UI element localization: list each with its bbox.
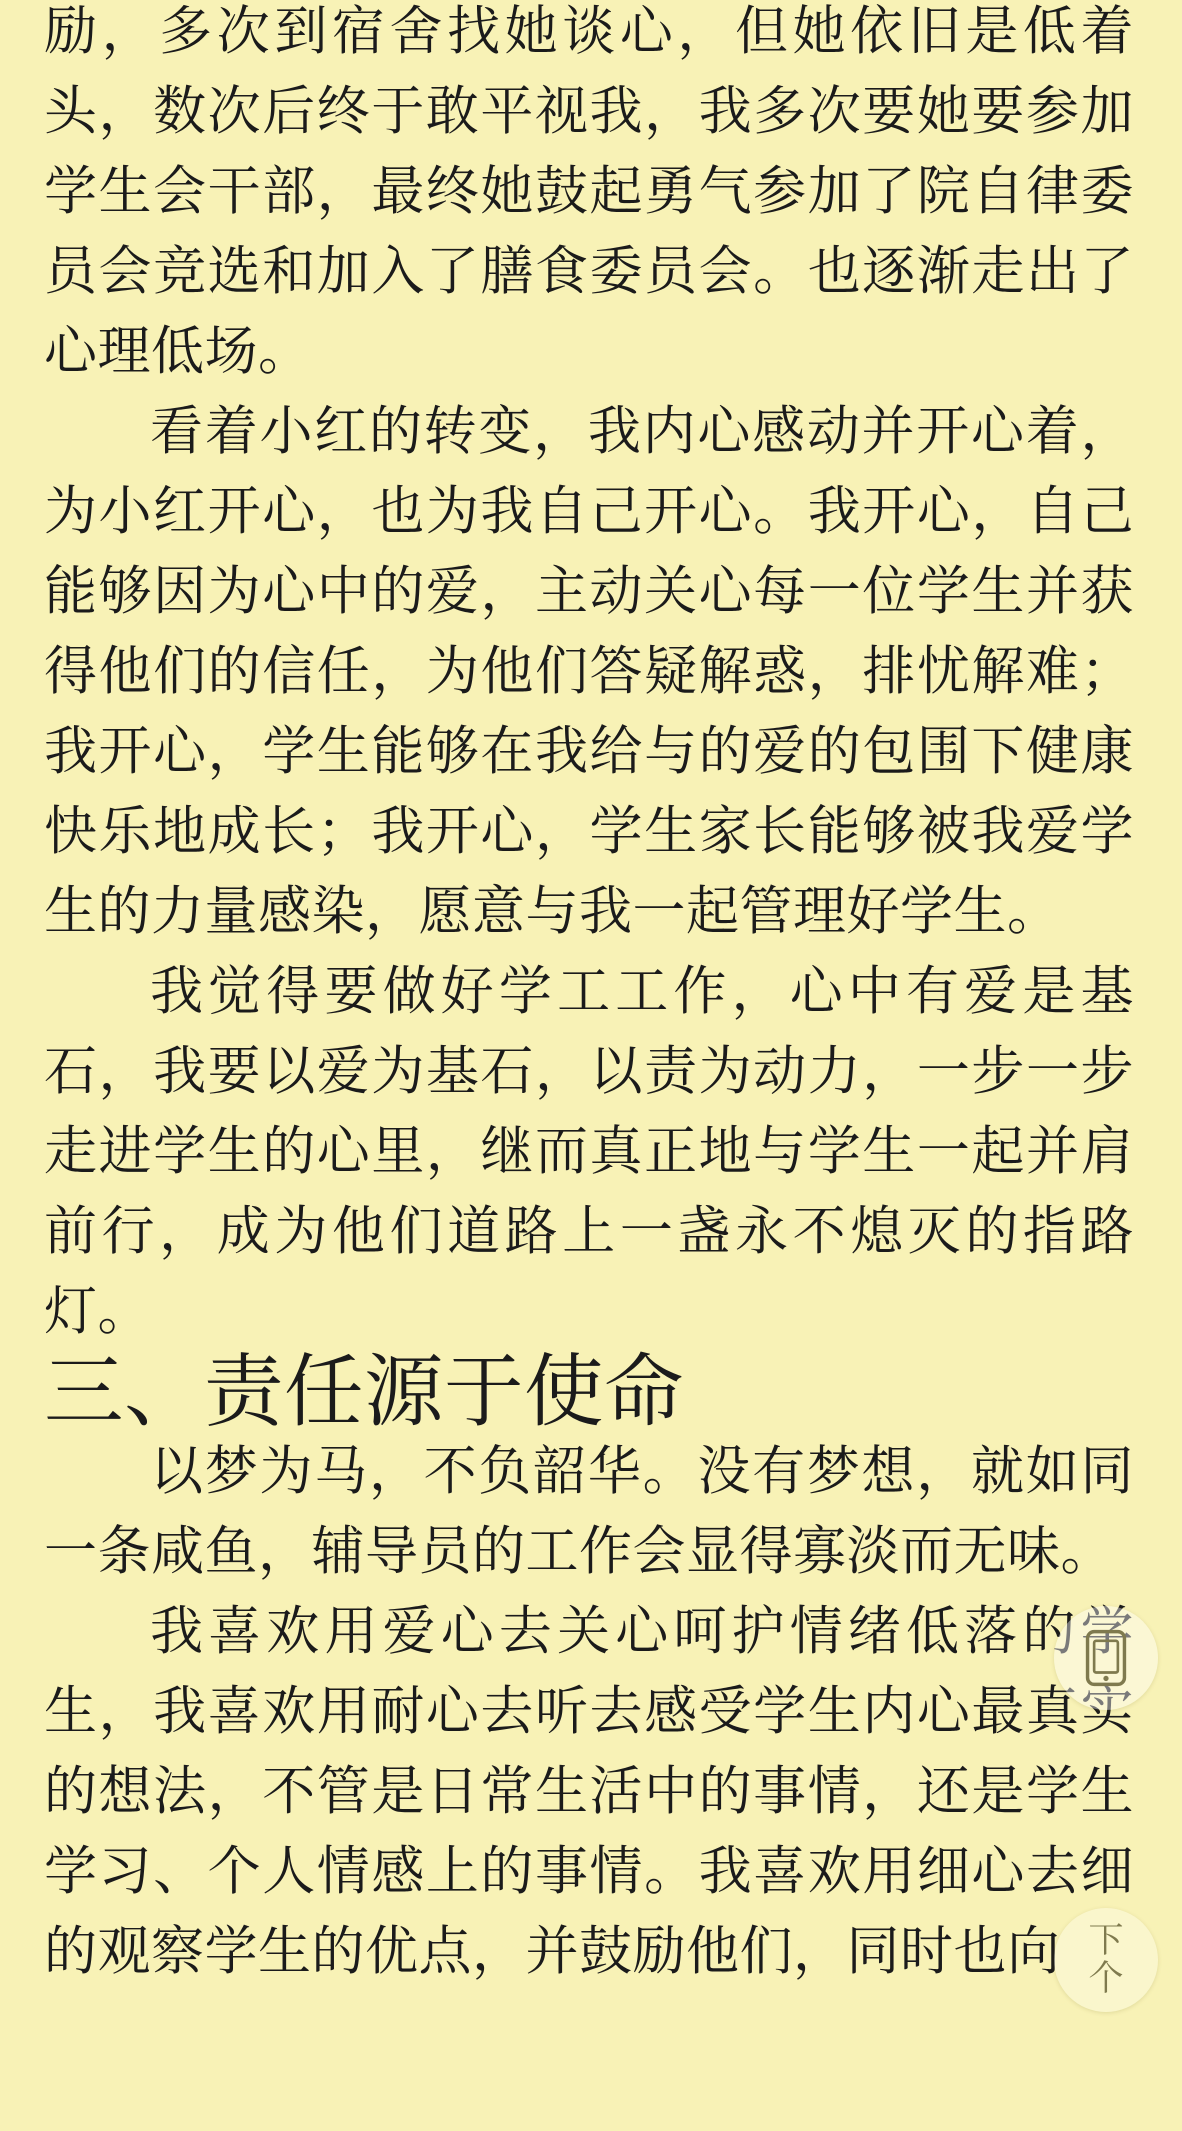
paragraph-1: 励，多次到宿舍找她谈心，但她依旧是低着头，数次后终于敢平视我，我多次要她要参加学生会干部，最终她鼓起勇气参加了院自律委员会竞选和加入了膳食委员会。也逐渐走出了心理低场。 [44,2,1134,381]
paragraph-3: 我觉得要做好学工工作，心中有爱是基石，我要以爱为基石，以责为动力，一步一步走进学生的心里，继而真正地与学生一起并肩前行，成为他们道路上一盏永不熄灭的指路灯。 [44,962,1134,1341]
paragraph-4: 以梦为马，不负韶华。没有梦想，就如同一条咸鱼，辅导员的工作会显得寡淡而无味。 [44,1442,1134,1581]
paragraph-5: 我喜欢用爱心去关心呵护情绪低落的学生，我喜欢用耐心去听去感受学生内心最真实的想法，不管是日常生活中的事情，还是学生学习、个人情感上的事情。我喜欢用细心去细的观察学生的优点，并鼓励他们，同时也向 [44,1602,1134,1981]
next-chapter-label-line2: 个 [1088,1959,1124,1998]
next-chapter-label-line1: 下 [1088,1921,1124,1960]
paragraph-2: 看着小红的转变，我内心感动并开心着，为小红开心，也为我自己开心。我开心，自己能够因为心中的爱，主动关心每一位学生并获得他们的信任，为他们答疑解惑，排忧解难；我开心，学生能够在我给与的爱的包围下健康快乐地成长；我开心，学生家长能够被我爱学生的力量感染，愿意与我一起管理好学生。 [44,402,1134,941]
next-chapter-button[interactable] [1054,1908,1158,2012]
reader-text-body [44,0,1134,1992]
section-heading: 三、责任源于使命 [44,1347,684,1436]
mobile-phone-icon[interactable] [1054,1606,1158,1710]
